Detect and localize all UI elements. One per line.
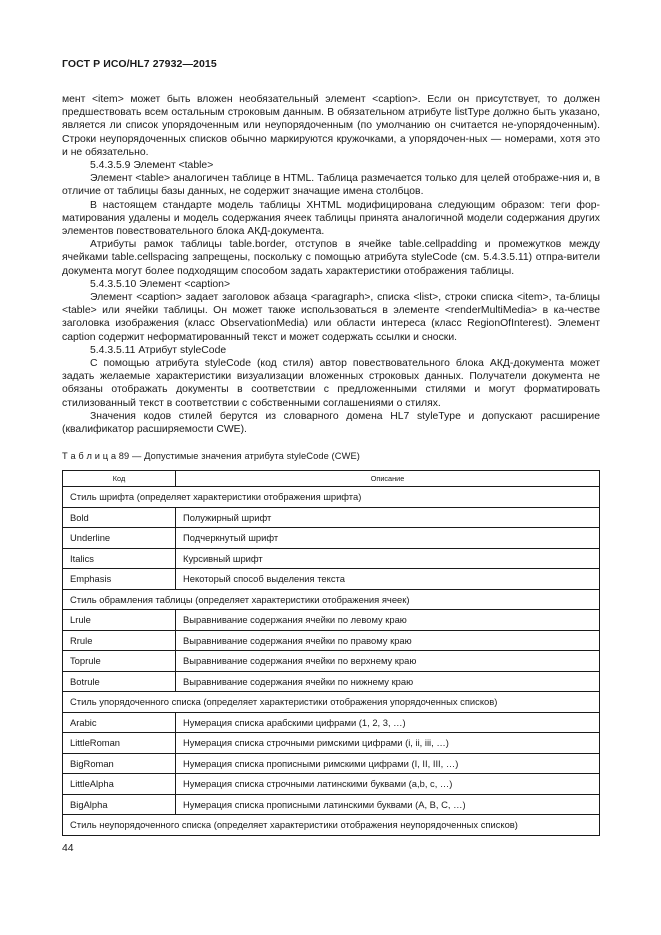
- paragraph: Элемент <caption> задает заголовок абзаца <paragraph>, списка <list>, строки списка <item>, та-блицы <table> или ячейки таблицы. Он может также использоваться в элементе <renderMultiMedia> в ка-честве заголовка изображения (класс ObservationMedia) или области интереса (класс RegionOfInterest). Элемент caption содержит неформатированный текст и может содержать ссылки и сноски.: [62, 292, 600, 343]
- table-group-row: [63, 589, 600, 610]
- description-cell: Выравнивание содержания ячейки по нижнему краю: [176, 671, 600, 692]
- group-label: Стиль неупорядоченного списка (определяет характеристики отображения неупорядоченных списков): [63, 815, 600, 836]
- description-cell: Подчеркнутый шрифт: [176, 528, 600, 549]
- code-cell: Lrule: [63, 610, 176, 631]
- code-cell: Underline: [63, 528, 176, 549]
- table-row: [63, 630, 600, 651]
- code-cell: Rrule: [63, 630, 176, 651]
- description-cell: Курсивный шрифт: [176, 548, 600, 569]
- table-row: [63, 507, 600, 528]
- code-cell: Toprule: [63, 651, 176, 672]
- table-row: [63, 548, 600, 569]
- description-cell: Выравнивание содержания ячейки по левому краю: [176, 610, 600, 631]
- table-row: [63, 753, 600, 774]
- column-header-description: Описание: [176, 471, 600, 487]
- page-number: 44: [62, 843, 74, 854]
- description-cell: Нумерация списка строчными римскими цифрами (i, ii, iii, …): [176, 733, 600, 754]
- description-cell: Нумерация списка прописными римскими цифрами (I, II, III, …): [176, 753, 600, 774]
- paragraph: Значения кодов стилей берутся из словарного домена HL7 styleType и допускают расширение (квалификатор расширяемости CWE).: [62, 410, 600, 436]
- table-row: [63, 794, 600, 815]
- description-cell: Нумерация списка строчными латинскими буквами (a,b, c, …): [176, 774, 600, 795]
- paragraph: С помощью атрибута styleCode (код стиля) автор повествовательного блока АКД-документа может задать желаемые характеристики визуализации вложенных строковых данных. Получатели документа не обязаны отображать документы в соответствии с предложенными стилями и могут форматировать стилизованный текст в соответствии с собственными соглашениями о стилях.: [62, 358, 600, 409]
- group-label: Стиль обрамления таблицы (определяет характеристики отображения ячеек): [63, 589, 600, 610]
- code-cell: LittleAlpha: [63, 774, 176, 795]
- description-cell: Нумерация списка арабскими цифрами (1, 2, 3, …): [176, 712, 600, 733]
- table-row: [63, 712, 600, 733]
- table-row: [63, 651, 600, 672]
- table-row: [63, 569, 600, 590]
- code-cell: Bold: [63, 507, 176, 528]
- table-row: [63, 733, 600, 754]
- table-header-row: [63, 471, 600, 487]
- description-cell: Полужирный шрифт: [176, 507, 600, 528]
- table-row: [63, 774, 600, 795]
- paragraph: 5.4.3.5.11 Атрибут styleCode: [90, 344, 227, 356]
- code-cell: Emphasis: [63, 569, 176, 590]
- document-header: ГОСТ Р ИСО/HL7 27932—2015: [62, 58, 217, 70]
- code-cell: Italics: [63, 548, 176, 569]
- code-cell: BigAlpha: [63, 794, 176, 815]
- table-row: [63, 671, 600, 692]
- table-group-row: [63, 815, 600, 836]
- table-row: [63, 610, 600, 631]
- description-cell: Нумерация списка прописными латинскими буквами (A, B, C, …): [176, 794, 600, 815]
- code-cell: LittleRoman: [63, 733, 176, 754]
- paragraph: 5.4.3.5.10 Элемент <caption>: [90, 278, 231, 290]
- paragraph: Элемент <table> аналогичен таблице в HTML. Таблица размечается только для целей отображе-ния и, в отличие от таблицы базы данных, не содержит значащие имена столбцов.: [62, 173, 600, 198]
- body-text: [62, 93, 600, 436]
- column-header-code: Код: [63, 471, 176, 487]
- table-title: Т а б л и ц а 89 — Допустимые значения атрибута styleCode (CWE): [62, 451, 360, 461]
- group-label: Стиль шрифта (определяет характеристики отображения шрифта): [63, 487, 600, 508]
- code-cell: Arabic: [63, 712, 176, 733]
- paragraph: В настоящем стандарте модель таблицы XHTML модифицирована следующим образом: теги фор-матирования удалены и модель содержания ячеек таблицы принята аналогичной модели содержания других элементов повествовательного блока АКД-документа.: [62, 199, 600, 238]
- group-label: Стиль упорядоченного списка (определяет характеристики отображения упорядоченных списков): [63, 692, 600, 713]
- description-cell: Выравнивание содержания ячейки по верхнему краю: [176, 651, 600, 672]
- description-cell: Выравнивание содержания ячейки по правому краю: [176, 630, 600, 651]
- description-cell: Некоторый способ выделения текста: [176, 569, 600, 590]
- paragraph: Атрибуты рамок таблицы table.border, отступов в ячейке table.cellpadding и промежутков между ячейками table.cellspacing запрещены, поскольку с помощью атрибута styleCode (см. 5.4.3.5.11) отпра-вители документа могут более подходящим способом задать характеристики отображения таблицы.: [62, 239, 600, 277]
- code-cell: Botrule: [63, 671, 176, 692]
- style-code-table: [62, 470, 600, 836]
- table-group-row: [63, 487, 600, 508]
- code-cell: BigRoman: [63, 753, 176, 774]
- paragraph: мент <item> может быть вложен необязательный элемент <caption>. Если он присутствует, то должен предшествовать всем остальным строковым данным. В обязательном атрибуте listType должно быть указано, является ли список упорядоченным или неупорядоченным (по умолчанию он считается не-упорядоченным). Строки неупорядоченных списков обычно маркируются кружочками, а упорядочен-ных — номерами, хотя это и не обязательно.: [62, 94, 600, 158]
- paragraph: 5.4.3.5.9 Элемент <table>: [90, 160, 214, 172]
- table-row: [63, 528, 600, 549]
- table-group-row: [63, 692, 600, 713]
